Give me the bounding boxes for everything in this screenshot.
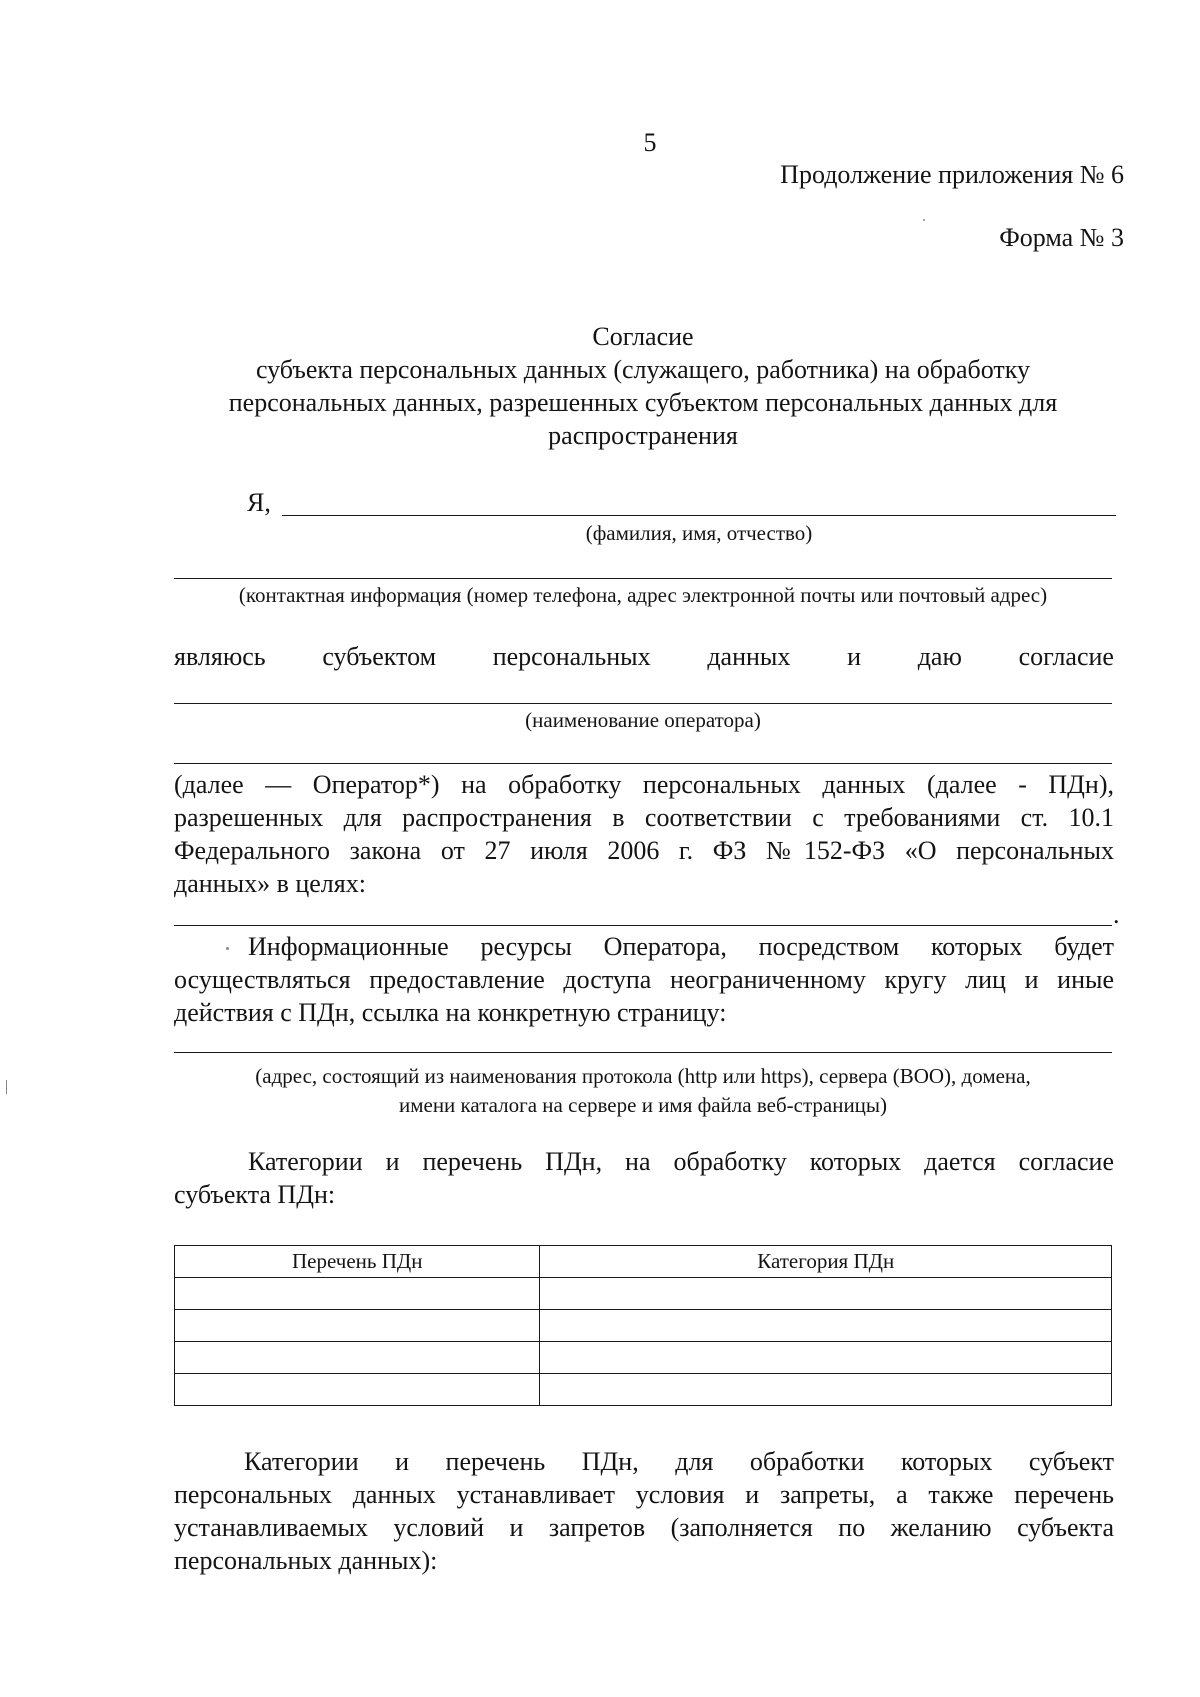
categories-paragraph [174,1145,1114,1211]
operator-input-line[interactable] [174,703,1112,704]
scan-speck [6,1080,7,1094]
name-prefix: Я, [247,488,271,517]
paragraph-line: Информационные ресурсы Оператора, посредством которых будет [248,932,1114,961]
consent-word: субъектом [322,642,437,671]
table-row [175,1310,1112,1342]
paragraph-line: разрешенных для распространения в соответствии с требованиями ст. 10.1 [174,803,1114,832]
title-line-1: Согласие [592,322,694,351]
consent-word: являюсь [174,642,266,671]
table-cell[interactable] [540,1374,1112,1406]
table-cell[interactable] [540,1342,1112,1374]
pdn-table [174,1245,1112,1406]
paragraph-line: персональных данных устанавливает условия и запреты, а также перечень [174,1480,1114,1509]
contact-input-line[interactable] [174,578,1112,579]
appendix-continuation: Продолжение приложения № 6 [780,160,1124,189]
paragraph-line: устанавливаемых условий и запретов (заполняется по желанию субъекта [174,1513,1114,1542]
paragraph-line: (далее — Оператор*) на обработку персональных данных (далее - ПДн), [174,770,1114,799]
scan-speck [923,219,925,221]
table-cell[interactable] [175,1278,540,1310]
consent-word: и [847,642,861,671]
paragraph-line: действия с ПДн, ссылка на конкретную страницу: [174,998,727,1027]
table-header-row [175,1246,1112,1278]
purpose-input-line[interactable] [174,925,1112,926]
hint-line: имени каталога на сервере и имя файла веб-страницы) [398,1093,888,1117]
table-cell[interactable] [175,1310,540,1342]
consent-word: согласие [1018,642,1114,671]
resource-url-hint [174,1062,1112,1120]
title-line-4: распространения [548,421,738,450]
table-cell[interactable] [540,1310,1112,1342]
consent-word: данных [707,642,791,671]
paragraph-line: Категории и перечень ПДн, для обработки которых субъект [244,1447,1114,1476]
operator-input-line-2[interactable] [174,763,1112,764]
table-header-list: Перечень ПДн [175,1246,540,1278]
paragraph-line: персональных данных): [174,1546,438,1575]
consent-word: даю [917,642,962,671]
title-line-2: субъекта персональных данных (служащего, работника) на обработку [255,355,1031,384]
consent-word: персональных [492,642,651,671]
operator-paragraph [174,768,1114,900]
operator-hint: (наименование оператора) [525,708,761,732]
table-row [175,1342,1112,1374]
document-title [174,320,1112,452]
resource-url-input-line[interactable] [174,1052,1112,1053]
paragraph-line: Федерального закона от 27 июля 2006 г. ФЗ №152-ФЗ «О персональных [174,836,1114,865]
table-cell[interactable] [540,1278,1112,1310]
conditions-paragraph [174,1445,1114,1577]
paragraph-line: данных» в целях: [174,869,366,898]
page-number: 5 [643,128,657,157]
name-input-line[interactable] [282,515,1116,516]
paragraph-line: Категории и перечень ПДн, на обработку которых дается согласие [248,1147,1114,1176]
purpose-end-mark: . [1113,900,1120,929]
contact-hint: (контактная информация (номер телефона, адрес электронной почты или почтовый адрес) [238,583,1048,607]
name-hint: (фамилия, имя, отчество) [585,521,813,545]
resources-paragraph [174,930,1114,1029]
paragraph-line: субъекта ПДн: [174,1180,336,1209]
table-row [175,1278,1112,1310]
table-row [175,1374,1112,1406]
paragraph-line: осуществляться предоставление доступа неограниченному кругу лиц и иные [174,965,1114,994]
title-line-3: персональных данных, разрешенных субъектом персональных данных для [228,388,1058,417]
hint-line: (адрес, состоящий из наименования протокола (http или https), сервера (ВОО), домена, [255,1064,1031,1088]
table-header-category: Категория ПДн [540,1246,1112,1278]
form-number: Форма № 3 [999,223,1124,252]
scan-speck [226,947,229,950]
consent-line [174,642,1114,672]
table-cell[interactable] [175,1374,540,1406]
table-cell[interactable] [175,1342,540,1374]
